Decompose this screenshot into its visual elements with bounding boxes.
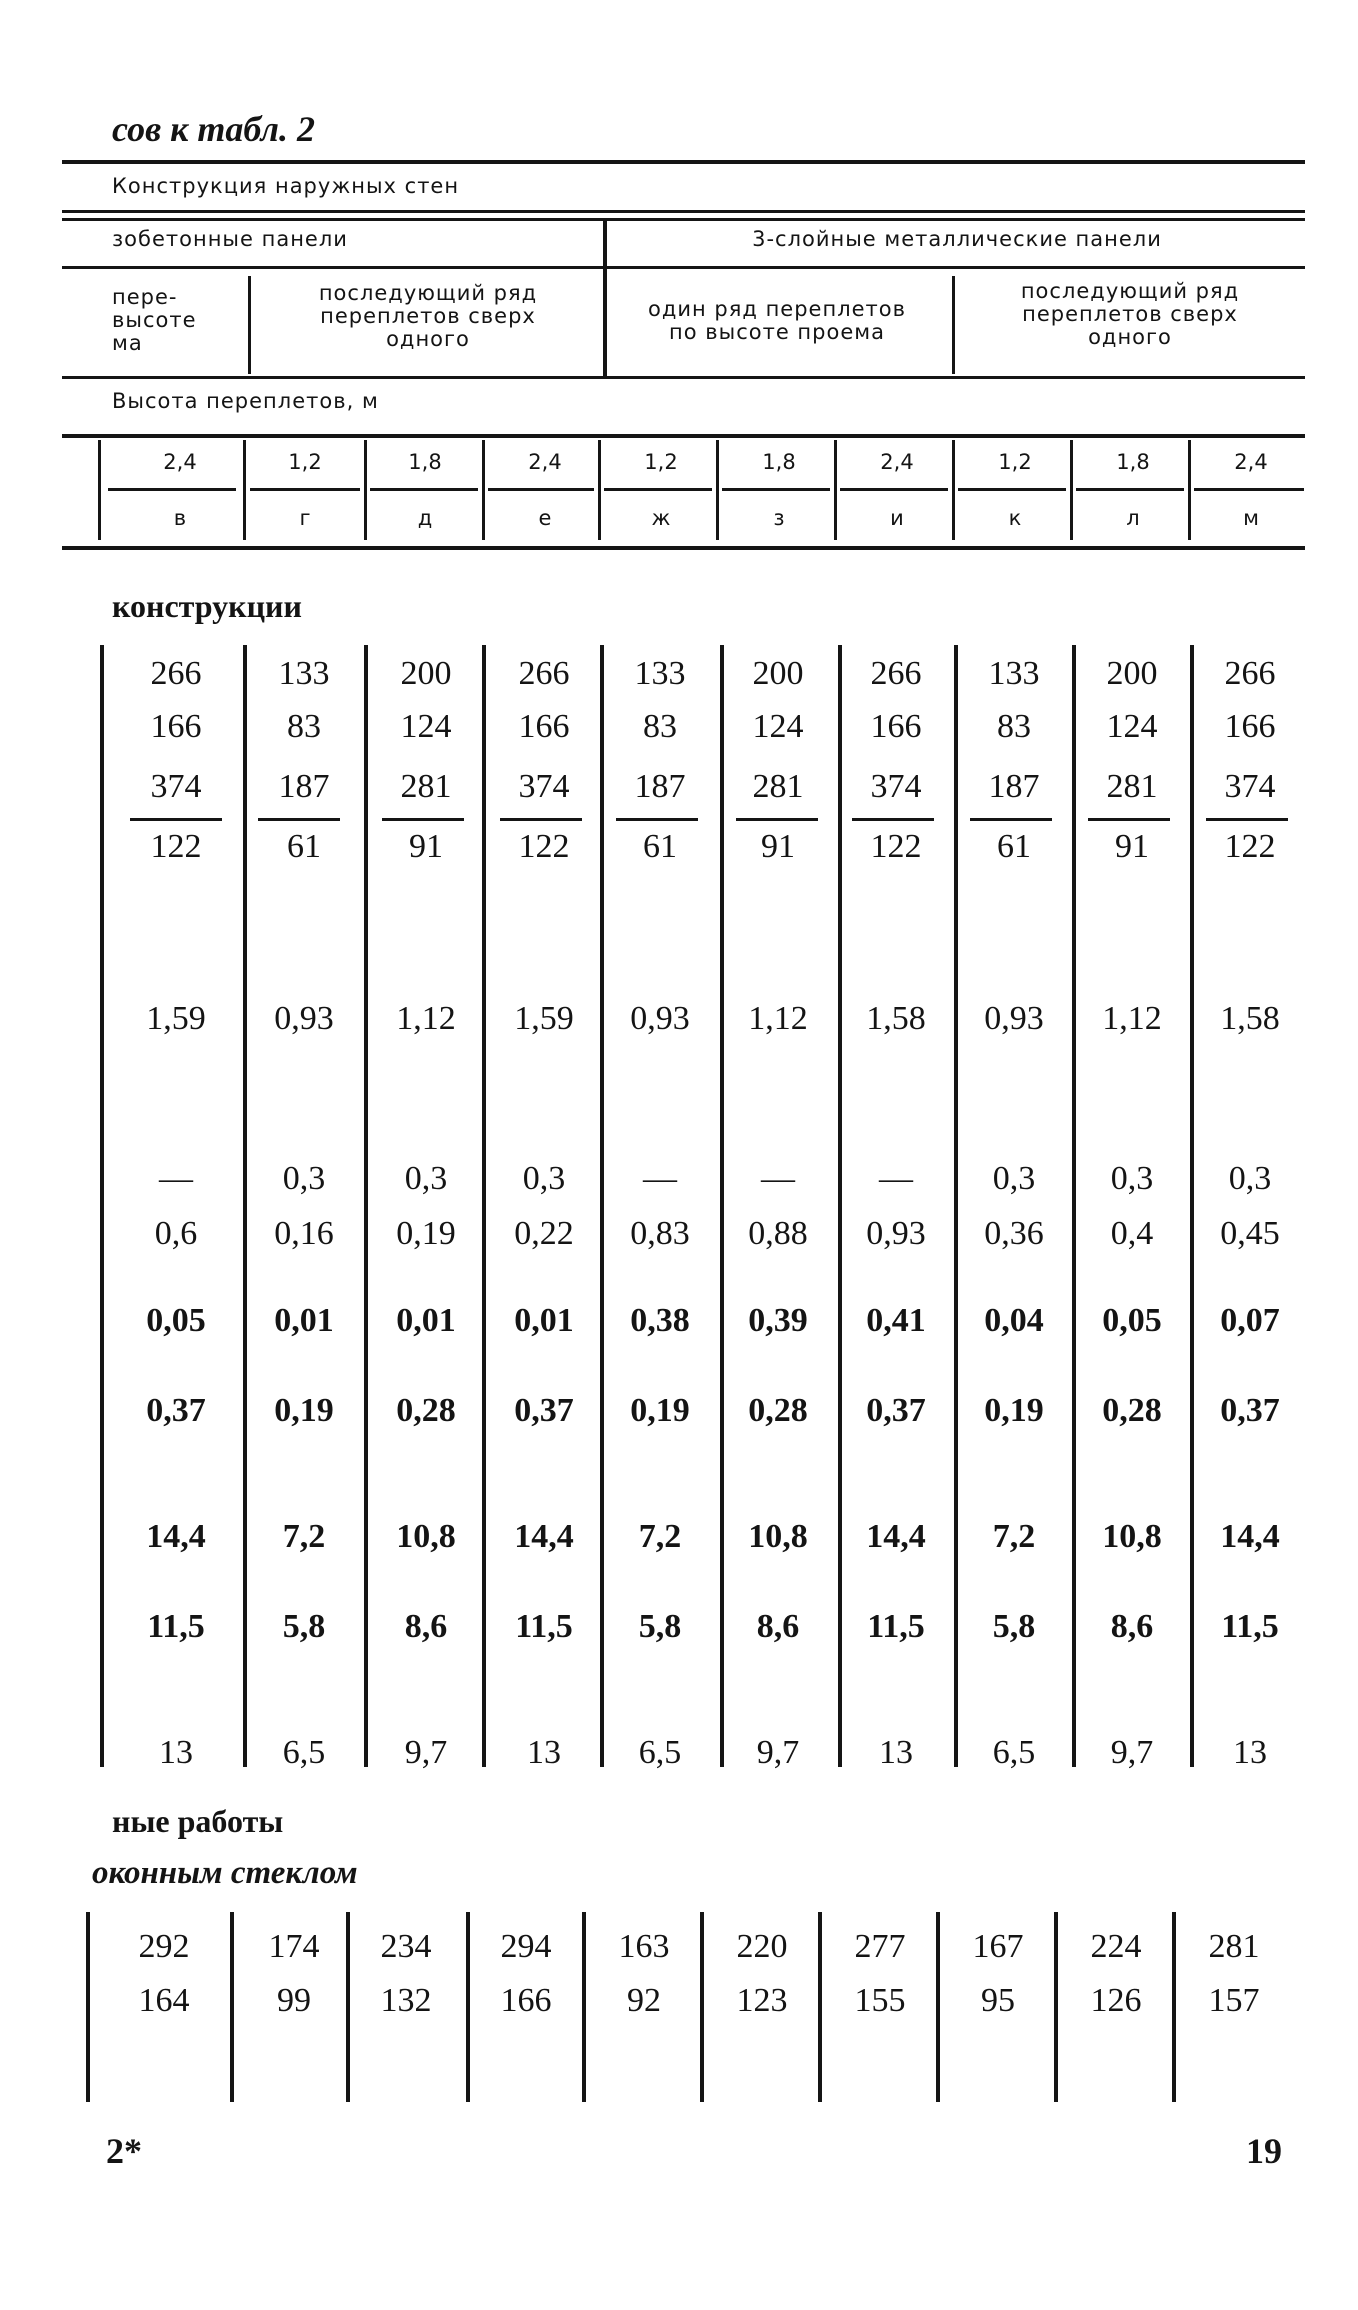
table-cell: 1,12 xyxy=(396,1000,456,1037)
table-cell: 122 xyxy=(518,828,570,865)
table-cell: 7,2 xyxy=(282,1518,326,1555)
table-cell: 0,36 xyxy=(984,1215,1044,1252)
table-cell: 0,16 xyxy=(274,1215,334,1252)
table-cell: 9,7 xyxy=(756,1734,800,1771)
table-cell: — xyxy=(761,1160,795,1197)
table-cell: 61 xyxy=(287,828,321,865)
table-cell: 83 xyxy=(643,708,677,745)
table-cell: 0,88 xyxy=(748,1215,808,1252)
letter-col-7: и xyxy=(890,506,904,530)
table-cell: 166 xyxy=(150,708,202,745)
height-col-9: 1,8 xyxy=(1116,450,1150,474)
table-cell: 266 xyxy=(150,655,202,692)
height-col-2: 1,2 xyxy=(288,450,322,474)
letter-col-2: г xyxy=(299,506,311,530)
table-cell: 166 xyxy=(870,708,922,745)
table-cell: 8,6 xyxy=(756,1608,800,1645)
subheader-4: последующий ряд переплетов сверх одного xyxy=(1020,279,1240,349)
table-cell: 187 xyxy=(634,768,686,805)
table-cell: 163 xyxy=(618,1928,670,1965)
table-cell: 1,12 xyxy=(748,1000,808,1037)
table-cell: 132 xyxy=(380,1982,432,2019)
table-cell: 0,3 xyxy=(522,1160,566,1197)
table-cell: 91 xyxy=(761,828,795,865)
table-cell: 0,93 xyxy=(630,1000,690,1037)
table-caption: сов к табл. 2 xyxy=(112,109,315,149)
table-cell: 0,28 xyxy=(1102,1392,1162,1429)
table-cell: — xyxy=(643,1160,677,1197)
table-cell: 10,8 xyxy=(396,1518,456,1555)
table-cell: — xyxy=(879,1160,913,1197)
letter-col-9: л xyxy=(1126,506,1140,530)
table-cell: 0,01 xyxy=(396,1302,456,1339)
table-cell: 374 xyxy=(518,768,570,805)
table-cell: 277 xyxy=(854,1928,906,1965)
table-cell: 14,4 xyxy=(146,1518,206,1555)
table-cell: 9,7 xyxy=(404,1734,448,1771)
table-cell: 13 xyxy=(1233,1734,1267,1771)
height-col-4: 2,4 xyxy=(528,450,562,474)
height-col-7: 2,4 xyxy=(880,450,914,474)
table-cell: 8,6 xyxy=(1110,1608,1154,1645)
table-cell: 61 xyxy=(997,828,1031,865)
table-cell: 281 xyxy=(1106,768,1158,805)
table-cell: 155 xyxy=(854,1982,906,2019)
table-cell: 281 xyxy=(752,768,804,805)
table-cell: 83 xyxy=(287,708,321,745)
table-cell: 1,59 xyxy=(146,1000,206,1037)
section-2-subtitle: оконным стеклом xyxy=(92,1855,358,1891)
table-cell: 0,01 xyxy=(274,1302,334,1339)
height-col-5: 1,2 xyxy=(644,450,678,474)
table-cell: 99 xyxy=(277,1982,311,2019)
table-cell: 0,07 xyxy=(1220,1302,1280,1339)
table-cell: 6,5 xyxy=(638,1734,682,1771)
table-cell: 0,6 xyxy=(154,1215,198,1252)
table-cell: 0,83 xyxy=(630,1215,690,1252)
table-cell: 122 xyxy=(1224,828,1276,865)
table-cell: 0,28 xyxy=(748,1392,808,1429)
height-label: Высота переплетов, м xyxy=(112,389,379,413)
table-cell: 1,58 xyxy=(866,1000,926,1037)
table-cell: 0,3 xyxy=(282,1160,326,1197)
table-cell: 6,5 xyxy=(282,1734,326,1771)
subheader-3: один ряд переплетов по высоте проема xyxy=(647,297,906,344)
table-cell: 10,8 xyxy=(1102,1518,1162,1555)
letter-col-4: е xyxy=(538,506,552,530)
table-cell: 13 xyxy=(879,1734,913,1771)
table-cell: 0,3 xyxy=(1110,1160,1154,1197)
table-cell: 0,45 xyxy=(1220,1215,1280,1252)
table-cell: 61 xyxy=(643,828,677,865)
table-cell: 0,19 xyxy=(274,1392,334,1429)
table-cell: 0,3 xyxy=(992,1160,1036,1197)
letter-col-10: м xyxy=(1243,506,1259,530)
table-cell: 294 xyxy=(500,1928,552,1965)
table-cell: 83 xyxy=(997,708,1031,745)
table-cell: 13 xyxy=(527,1734,561,1771)
table-cell: 14,4 xyxy=(1220,1518,1280,1555)
table-cell: 1,12 xyxy=(1102,1000,1162,1037)
table-cell: 166 xyxy=(1224,708,1276,745)
letter-col-5: ж xyxy=(651,506,671,530)
height-col-1: 2,4 xyxy=(163,450,197,474)
table-cell: 157 xyxy=(1208,1982,1260,2019)
table-cell: 0,37 xyxy=(866,1392,926,1429)
group-concrete-label: зобетонные панели xyxy=(112,227,348,251)
table-cell: 187 xyxy=(988,768,1040,805)
table-cell: 14,4 xyxy=(866,1518,926,1555)
table-cell: 200 xyxy=(1106,655,1158,692)
table-cell: 200 xyxy=(752,655,804,692)
table-cell: 0,19 xyxy=(396,1215,456,1252)
table-cell: 0,37 xyxy=(514,1392,574,1429)
table-cell: 133 xyxy=(278,655,330,692)
table-cell: 234 xyxy=(380,1928,432,1965)
table-cell: 8,6 xyxy=(404,1608,448,1645)
table-cell: 200 xyxy=(400,655,452,692)
table-cell: 0,39 xyxy=(748,1302,808,1339)
table-cell: 0,3 xyxy=(404,1160,448,1197)
table-cell: 9,7 xyxy=(1110,1734,1154,1771)
table-cell: 0,19 xyxy=(630,1392,690,1429)
table-cell: 10,8 xyxy=(748,1518,808,1555)
table-cell: 0,05 xyxy=(1102,1302,1162,1339)
table-cell: 174 xyxy=(268,1928,320,1965)
table-cell: 0,37 xyxy=(146,1392,206,1429)
table-cell: 123 xyxy=(736,1982,788,2019)
table-cell: 0,93 xyxy=(866,1215,926,1252)
table-cell: 374 xyxy=(1224,768,1276,805)
table-cell: 0,93 xyxy=(984,1000,1044,1037)
table-cell: 126 xyxy=(1090,1982,1142,2019)
subheader-1: пере- высоте ма xyxy=(112,285,197,355)
table-cell: 7,2 xyxy=(638,1518,682,1555)
table-cell: 14,4 xyxy=(514,1518,574,1555)
table-cell: 91 xyxy=(409,828,443,865)
table-cell: 124 xyxy=(400,708,452,745)
table-cell: 164 xyxy=(138,1982,190,2019)
subheader-2: последующий ряд переплетов сверх одного xyxy=(318,281,538,351)
page-number: 19 xyxy=(1246,2131,1282,2171)
table-cell: 374 xyxy=(870,768,922,805)
table-cell: 5,8 xyxy=(992,1608,1036,1645)
table-cell: 11,5 xyxy=(147,1608,205,1645)
table-cell: 167 xyxy=(972,1928,1024,1965)
section-1-title: конструкции xyxy=(112,588,302,624)
construction-label: Конструкция наружных стен xyxy=(112,174,460,198)
table-cell: 0,37 xyxy=(1220,1392,1280,1429)
table-cell: 0,38 xyxy=(630,1302,690,1339)
table-cell: 92 xyxy=(627,1982,661,2019)
table-cell: 124 xyxy=(1106,708,1158,745)
table-cell: 133 xyxy=(634,655,686,692)
table-cell: 220 xyxy=(736,1928,788,1965)
table-cell: 124 xyxy=(752,708,804,745)
table-cell: 11,5 xyxy=(1221,1608,1279,1645)
table-cell: 0,93 xyxy=(274,1000,334,1037)
table-cell: 292 xyxy=(138,1928,190,1965)
table-cell: 0,04 xyxy=(984,1302,1044,1339)
table-cell: 0,05 xyxy=(146,1302,206,1339)
table-cell: 1,59 xyxy=(514,1000,574,1037)
letter-col-3: д xyxy=(417,506,433,530)
table-cell: 0,01 xyxy=(514,1302,574,1339)
table-cell: 11,5 xyxy=(515,1608,573,1645)
table-cell: 13 xyxy=(159,1734,193,1771)
table-cell: 0,41 xyxy=(866,1302,926,1339)
table-cell: 5,8 xyxy=(638,1608,682,1645)
table-cell: 6,5 xyxy=(992,1734,1036,1771)
table-cell: 11,5 xyxy=(867,1608,925,1645)
height-col-3: 1,8 xyxy=(408,450,442,474)
signature-mark: 2* xyxy=(106,2131,142,2171)
height-col-8: 1,2 xyxy=(998,450,1032,474)
table-cell: 281 xyxy=(1208,1928,1260,1965)
table-cell: 0,19 xyxy=(984,1392,1044,1429)
table-cell: 166 xyxy=(518,708,570,745)
letter-col-8: к xyxy=(1008,506,1022,530)
letter-col-1: в xyxy=(173,506,187,530)
table-cell: — xyxy=(159,1160,193,1197)
height-col-6: 1,8 xyxy=(762,450,796,474)
section-2-title: ные работы xyxy=(112,1803,284,1839)
table-cell: 0,4 xyxy=(1110,1215,1154,1252)
table-cell: 166 xyxy=(500,1982,552,2019)
table-cell: 5,8 xyxy=(282,1608,326,1645)
table-cell: 266 xyxy=(518,655,570,692)
table-cell: 266 xyxy=(870,655,922,692)
table-cell: 1,58 xyxy=(1220,1000,1280,1037)
table-cell: 224 xyxy=(1090,1928,1142,1965)
table-cell: 122 xyxy=(870,828,922,865)
table-cell: 133 xyxy=(988,655,1040,692)
table-cell: 0,28 xyxy=(396,1392,456,1429)
table-cell: 7,2 xyxy=(992,1518,1036,1555)
height-col-10: 2,4 xyxy=(1234,450,1268,474)
table-cell: 187 xyxy=(278,768,330,805)
table-cell: 266 xyxy=(1224,655,1276,692)
letter-col-6: з xyxy=(773,506,785,530)
table-cell: 122 xyxy=(150,828,202,865)
table-cell: 281 xyxy=(400,768,452,805)
table-cell: 374 xyxy=(150,768,202,805)
table-cell: 91 xyxy=(1115,828,1149,865)
group-metal-label: 3-слойные металлические панели xyxy=(752,227,1162,251)
table-cell: 95 xyxy=(981,1982,1015,2019)
table-cell: 0,3 xyxy=(1228,1160,1272,1197)
table-cell: 0,22 xyxy=(514,1215,574,1252)
